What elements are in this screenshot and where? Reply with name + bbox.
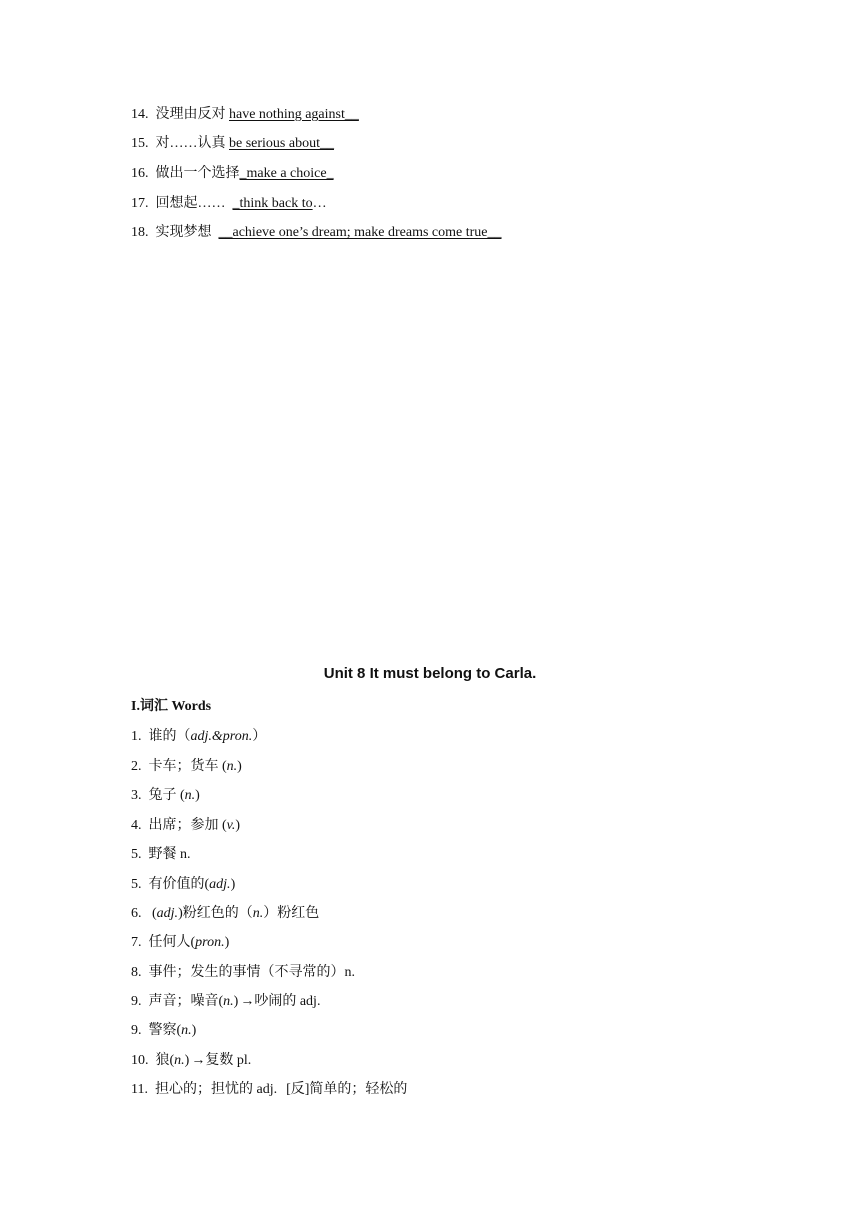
word-item: 3. 兔子 (n.) — [131, 788, 200, 803]
phrase-answer: have nothing against__ — [229, 107, 359, 122]
phrase-item-18: 18. 实现梦想 __achieve one’s dream; make dreams come true__ — [131, 225, 502, 240]
phrase-item-14: 14. 没理由反对 have nothing against__ — [131, 107, 359, 122]
word-item: 8. 事件；发生的事情（不寻常的）n. — [131, 965, 355, 980]
phrase-item-17: 17. 回想起…… _think back to… — [131, 196, 327, 211]
word-item: 9. 警察(n.) — [131, 1023, 197, 1038]
phrase-answer: be serious about__ — [229, 136, 334, 151]
unit-title: Unit 8 It must belong to Carla. — [323, 665, 537, 682]
phrase-item-15: 15. 对……认真 be serious about__ — [131, 136, 334, 151]
phrase-answer: _think back to — [232, 196, 313, 211]
word-item: 4. 出席；参加 (v.) — [131, 818, 241, 833]
word-item: 2. 卡车；货车 (n.) — [131, 759, 242, 774]
word-item: 6. (adj.)粉红色的（n.）粉红色 — [131, 906, 320, 921]
section-heading: I.词汇 Words — [131, 699, 212, 714]
word-item: 1. 谁的（adj.&pron.） — [131, 729, 267, 744]
phrase-answer: _make a choice_ — [239, 166, 334, 181]
word-item: 7. 任何人(pron.) — [131, 935, 230, 950]
phrase-item-16: 16. 做出一个选择_make a choice_ — [131, 166, 334, 181]
word-item: 10. 狼(n.) →复数 pl. — [131, 1053, 252, 1068]
word-item: 5. 有价值的(adj.) — [131, 877, 236, 892]
phrase-answer: __achieve one’s dream; make dreams come true__ — [218, 225, 502, 240]
word-item: 9. 声音；噪音(n.) →吵闹的 adj. — [131, 994, 321, 1009]
word-item: 5. 野餐 n. — [131, 847, 191, 862]
word-item: 11. 担心的；担忧的 adj. [反]简单的；轻松的 — [131, 1082, 408, 1097]
